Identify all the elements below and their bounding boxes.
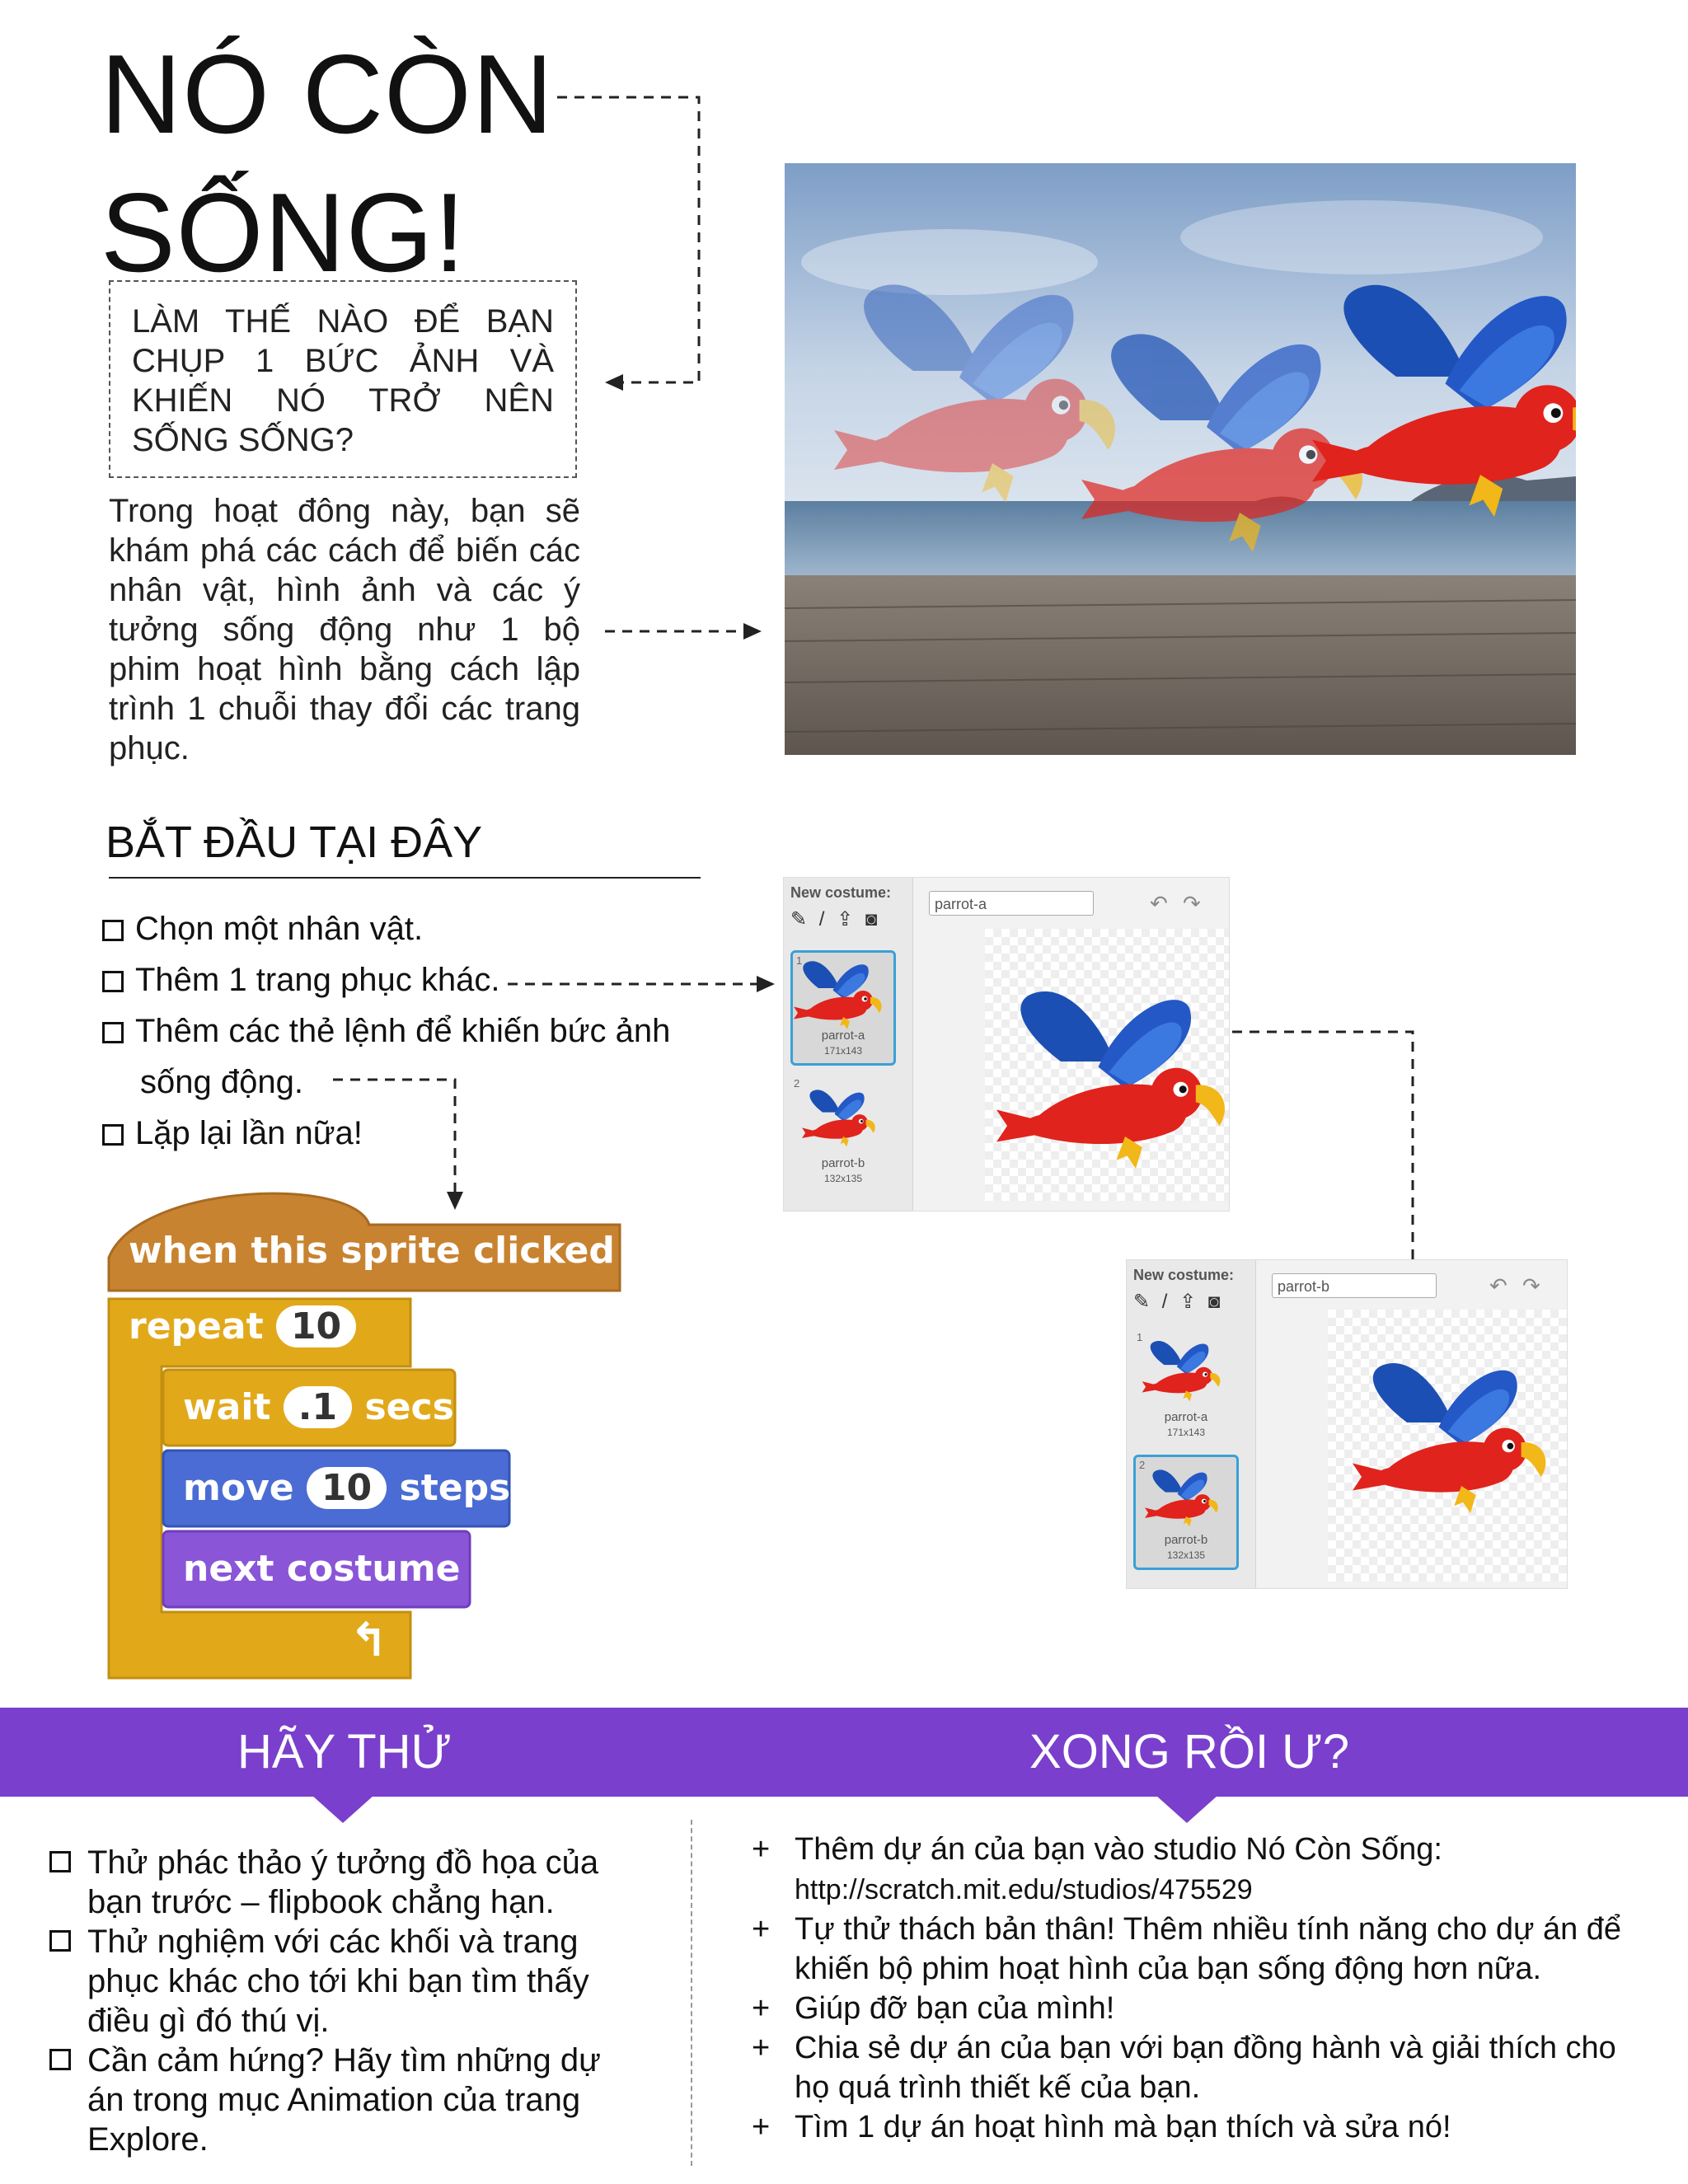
plus-icon: + xyxy=(752,2031,771,2065)
section-rule xyxy=(109,877,701,879)
pointer-triangle xyxy=(312,1795,374,1823)
column-divider xyxy=(691,1820,692,2166)
block-wait[interactable]: wait .1 secs xyxy=(183,1386,454,1428)
done-item: + Chia sẻ dự án của bạn với bạn đồng hành và giải thích cho họ quá trình thiết kế của bạn. xyxy=(752,2028,1642,2107)
costume-canvas[interactable] xyxy=(985,929,1229,1201)
try-item: Thử phác thảo ý tưởng đồ họa của bạn trước – flipbook chẳng hạn. xyxy=(49,1843,643,1922)
costume-thumb-1[interactable]: 1 parrot-a 171x143 xyxy=(790,950,896,1066)
redo-icon[interactable]: ↷ xyxy=(1522,1273,1540,1298)
costume-panel-a xyxy=(783,877,1230,1212)
checkbox-icon[interactable] xyxy=(102,1022,124,1043)
loop-arrow-icon: ↰ xyxy=(349,1614,388,1667)
wait-seconds[interactable]: .1 xyxy=(284,1386,352,1428)
checkbox-icon[interactable] xyxy=(102,1124,124,1146)
plus-icon: + xyxy=(752,1832,771,1867)
new-costume-label: New costume: xyxy=(1133,1267,1235,1283)
block-when-sprite-clicked[interactable]: when this sprite clicked xyxy=(129,1230,615,1272)
costume-thumb-1[interactable]: 1 parrot-a 171x143 xyxy=(1133,1329,1239,1445)
undo-icon[interactable]: ↶ xyxy=(1489,1273,1507,1298)
start-steps xyxy=(102,903,729,1159)
try-item: Thử nghiệm với các khối và trang phục khác cho tới khi bạn tìm thấy điều gì đó thú vị. xyxy=(49,1922,643,2041)
done-list xyxy=(752,1830,1642,2147)
costume-thumb-2[interactable]: 2 parrot-b 132x135 xyxy=(1133,1455,1239,1570)
step-item: Lặp lại lần nữa! xyxy=(102,1108,729,1159)
checkbox-icon[interactable] xyxy=(102,920,124,941)
block-next-costume[interactable]: next costume xyxy=(183,1548,461,1590)
block-move[interactable]: move 10 steps xyxy=(183,1467,511,1509)
repeat-count[interactable]: 10 xyxy=(276,1305,356,1347)
done-item: + Giúp đỡ bạn của mình! xyxy=(752,1989,1642,2028)
costume-name-field[interactable]: parrot-b xyxy=(1272,1273,1437,1298)
costume-tools-icons[interactable]: ✎ / ⇪ ◙ xyxy=(790,908,881,930)
redo-icon[interactable]: ↷ xyxy=(1183,891,1201,916)
checkbox-icon[interactable] xyxy=(49,2049,71,2070)
costume-thumb-2[interactable]: 2 parrot-b 132x135 xyxy=(790,1076,896,1191)
pointer-triangle xyxy=(1156,1795,1218,1823)
title-line-2: SỐNG! xyxy=(101,170,467,295)
step-item: Thêm các thẻ lệnh để khiến bức ảnh xyxy=(102,1005,729,1057)
done-heading: XONG RỒI Ư? xyxy=(1029,1725,1349,1779)
done-item: + Tìm 1 dự án hoạt hình mà bạn thích và sửa nó! xyxy=(752,2107,1642,2147)
plus-icon: + xyxy=(752,2110,771,2144)
intro-paragraph: Trong hoạt đông này, bạn sẽ khám phá các cách để biến các nhân vật, hình ảnh và các ý tưởng sống động như 1 bộ phim hoạt hình bằng cách lập trình 1 chuỗi thay đổi các trang phục. xyxy=(109,493,580,766)
parrot-beach-photo xyxy=(785,163,1576,755)
costume-panel-b xyxy=(1126,1259,1568,1589)
block-repeat[interactable]: repeat 10 xyxy=(129,1305,356,1347)
try-heading: HÃY THỬ xyxy=(237,1725,452,1779)
step-item-continued: sống động. xyxy=(140,1064,303,1100)
question-box: LÀM THẾ NÀO ĐỂ BẠN CHỤP 1 BỨC ẢNH VÀ KHIẾN NÓ TRỞ NÊN SỐNG SỐNG? xyxy=(109,280,577,478)
plus-icon: + xyxy=(752,1912,771,1947)
try-list xyxy=(49,1843,643,2159)
new-costume-label: New costume: xyxy=(790,884,892,901)
checkbox-icon[interactable] xyxy=(102,971,124,992)
title-line-1: NÓ CÒN xyxy=(101,31,554,157)
costume-name-field[interactable]: parrot-a xyxy=(929,891,1094,916)
plus-icon: + xyxy=(752,1991,771,2026)
section-heading-start: BẮT ĐẦU TẠI ĐÂY xyxy=(106,818,483,867)
costume-tools-icons[interactable]: ✎ / ⇪ ◙ xyxy=(1133,1291,1224,1313)
step-item: Thêm 1 trang phục khác. xyxy=(102,954,729,1005)
done-item: + Thêm dự án của bạn vào studio Nó Còn Sống: http://scratch.mit.edu/studios/475529 xyxy=(752,1830,1642,1910)
try-item: Cần cảm hứng? Hãy tìm những dự án trong mục Animation của trang Explore. xyxy=(49,2041,643,2159)
checkbox-icon[interactable] xyxy=(49,1930,71,1952)
done-item: + Tự thử thách bản thân! Thêm nhiều tính năng cho dự án để khiến bộ phim hoạt hình của bạn sống động hơn nữa. xyxy=(752,1910,1642,1989)
step-item: Chọn một nhân vật. xyxy=(102,903,729,954)
costume-canvas[interactable] xyxy=(1328,1310,1567,1582)
checkbox-icon[interactable] xyxy=(49,1851,71,1872)
move-steps[interactable]: 10 xyxy=(307,1467,387,1509)
studio-link[interactable]: http://scratch.mit.edu/studios/475529 xyxy=(795,1874,1253,1905)
undo-icon[interactable]: ↶ xyxy=(1150,891,1168,916)
